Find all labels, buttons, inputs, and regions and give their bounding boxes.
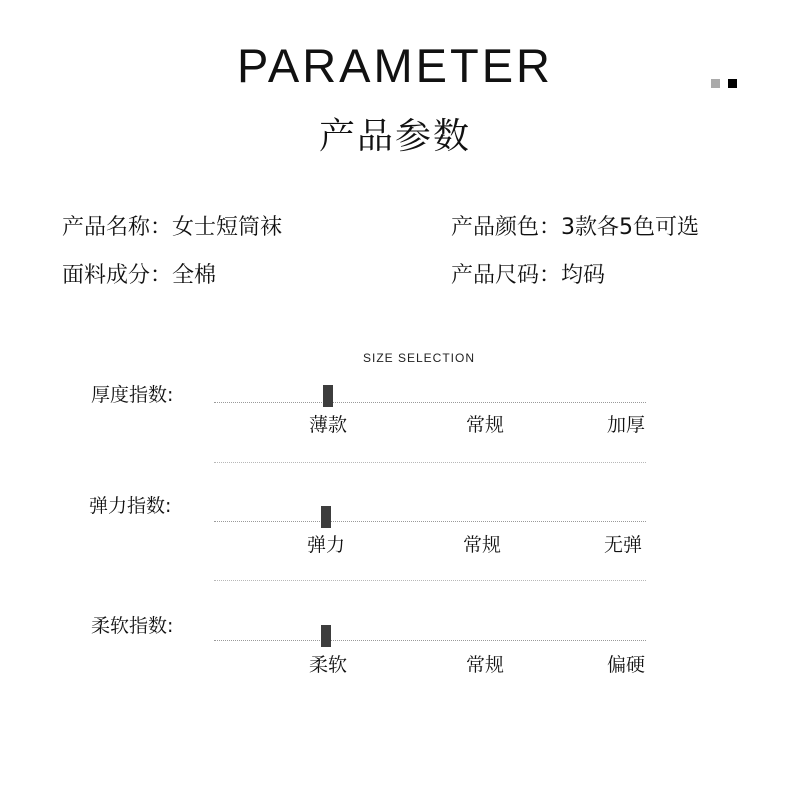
index-option: 常规 bbox=[465, 414, 505, 436]
page-title-cn: 产品参数 bbox=[318, 116, 471, 157]
index-option: 偏硬 bbox=[606, 654, 646, 676]
index-option: 弹力 bbox=[306, 534, 346, 556]
param-material bbox=[62, 261, 216, 291]
param-label: 面料成分： bbox=[62, 263, 173, 288]
param-label: 产品名称： bbox=[62, 215, 173, 240]
index-option: 柔软 bbox=[308, 654, 348, 676]
param-value: 均码 bbox=[561, 263, 606, 288]
index-marker-softness bbox=[321, 625, 331, 647]
index-marker-elasticity bbox=[321, 506, 331, 528]
param-value: 3款各5色可选 bbox=[561, 215, 700, 240]
index-track-elasticity bbox=[214, 521, 646, 522]
index-label-softness: 柔软指数: bbox=[91, 615, 174, 637]
param-value: 女士短筒袜 bbox=[172, 215, 283, 240]
index-label-thickness: 厚度指数: bbox=[91, 384, 174, 406]
index-option: 常规 bbox=[462, 534, 502, 556]
param-product-name bbox=[62, 213, 282, 243]
size-selection-heading: SIZE SELECTION bbox=[362, 351, 476, 365]
param-product-color bbox=[451, 213, 699, 243]
row-divider bbox=[214, 580, 646, 581]
decorative-square-black bbox=[728, 79, 737, 88]
index-option: 薄款 bbox=[308, 414, 348, 436]
index-track-softness bbox=[214, 640, 646, 641]
index-option: 加厚 bbox=[606, 414, 646, 436]
index-marker-thickness bbox=[323, 385, 333, 407]
row-divider bbox=[214, 462, 646, 463]
page-title-en: PARAMETER bbox=[237, 39, 553, 92]
param-label: 产品尺码： bbox=[451, 263, 562, 288]
param-size bbox=[451, 261, 605, 291]
decorative-square-gray bbox=[711, 79, 720, 88]
param-label: 产品颜色： bbox=[451, 215, 562, 240]
index-track-thickness bbox=[214, 402, 646, 403]
param-value: 全棉 bbox=[172, 263, 217, 288]
index-label-elasticity: 弹力指数: bbox=[89, 495, 172, 517]
index-option: 无弹 bbox=[603, 534, 643, 556]
index-option: 常规 bbox=[465, 654, 505, 676]
